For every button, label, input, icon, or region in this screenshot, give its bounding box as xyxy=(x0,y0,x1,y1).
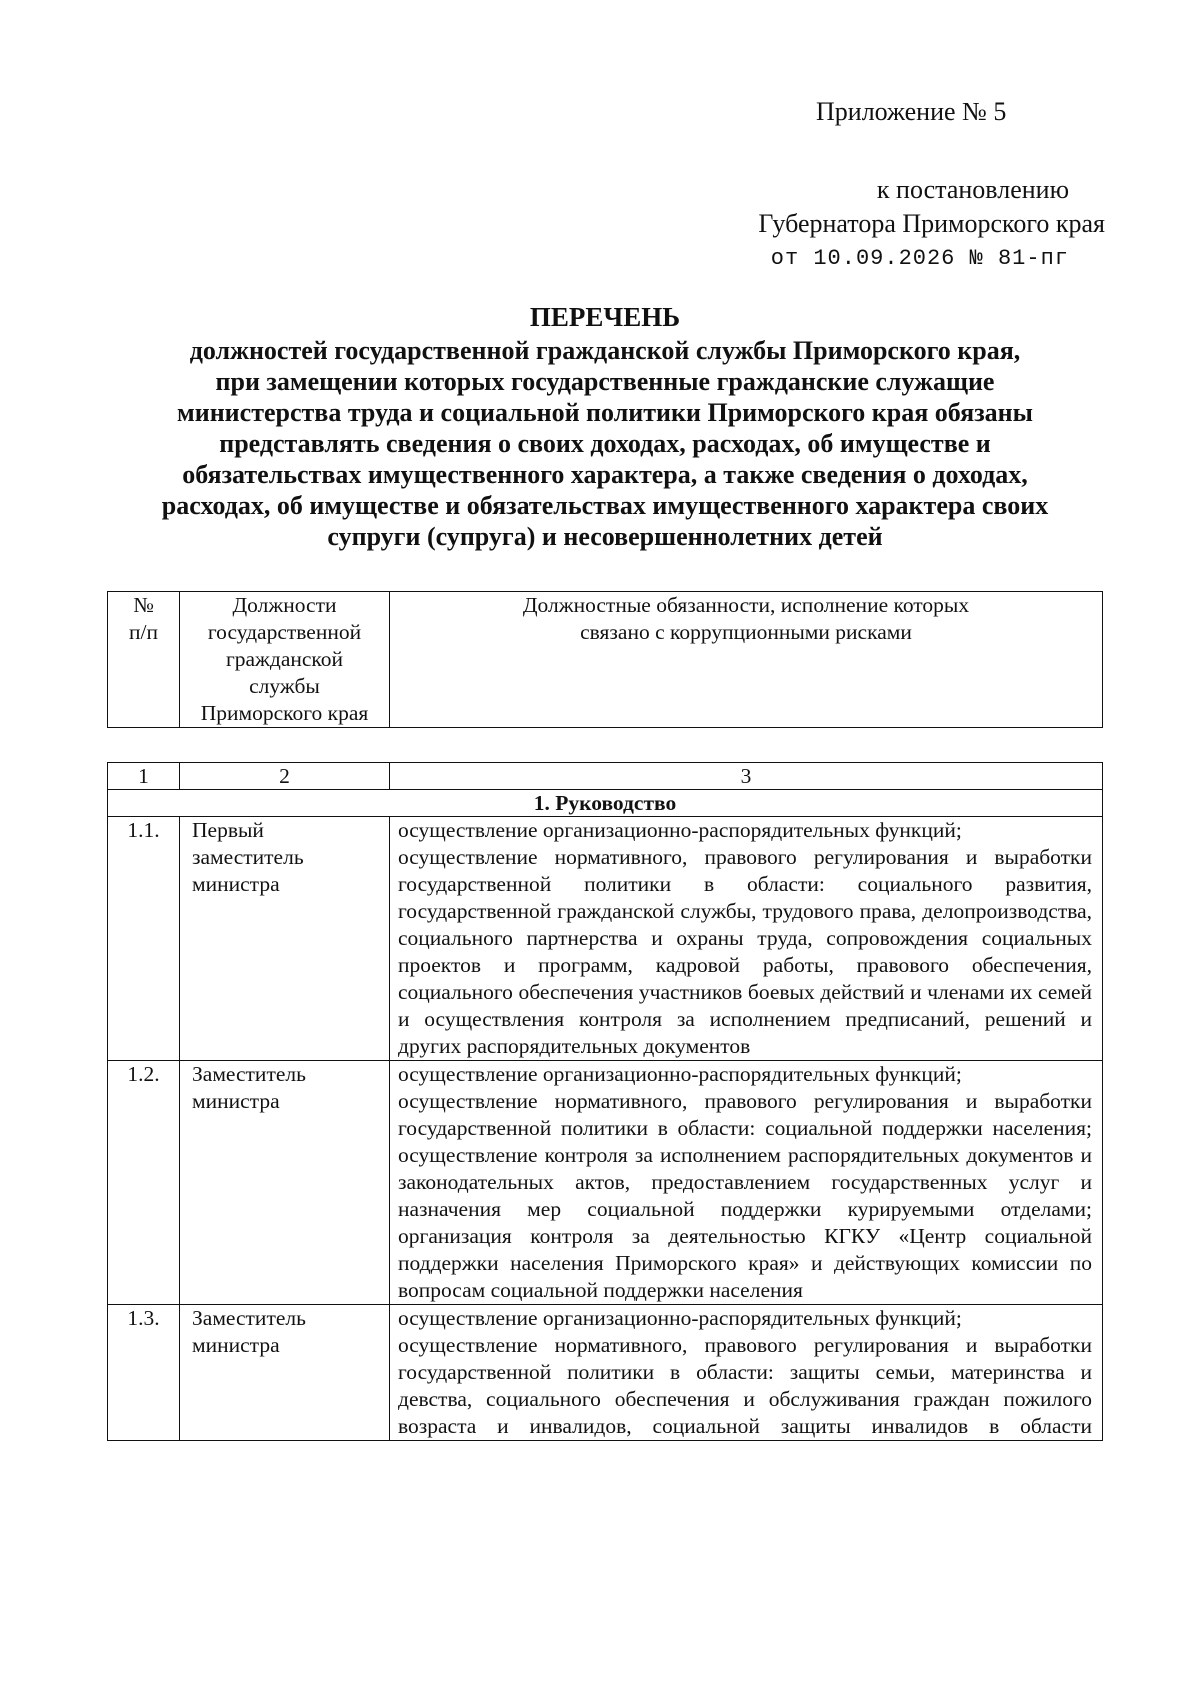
row-duties xyxy=(390,1061,1103,1305)
column-number: 2 xyxy=(180,763,390,790)
title-line: расходах, об имуществе и обязательствах имущественного характера своих xyxy=(161,491,1049,520)
header-row xyxy=(108,592,1103,728)
duty-line: осуществление организационно-распорядительных функций; xyxy=(398,818,962,842)
duty-line: осуществление нормативного, правового регулирования и выработки государственной политики в области: социальной поддержки населения; осуществление контроля за исполнением распорядительных документов и законодательных актов, предоставлением государственных услуг и назначения мер социальной поддержки курируемыми отделами; организация контроля за деятельностью КГКУ «Центр социальной поддержки населения Приморского края» и действующих комиссии по вопросам социальной поддержки населения xyxy=(398,1089,1092,1302)
title-line: представлять сведения о своих доходах, расходах, об имуществе и xyxy=(219,429,991,458)
document-title xyxy=(110,302,1100,552)
title-line: супруги (супруга) и несовершеннолетних детей xyxy=(327,522,883,551)
column-number: 1 xyxy=(108,763,180,790)
title-line: министерства труда и социальной политики Приморского края обязаны xyxy=(177,398,1033,427)
section-title: 1. Руководство xyxy=(108,790,1103,817)
header-cell-duties: Должностные обязанности, исполнение которых связано с коррупционными рисками xyxy=(390,592,1103,728)
resolution-reference xyxy=(725,173,1105,277)
row-position: Заместитель министра xyxy=(180,1061,390,1305)
positions-table xyxy=(107,762,1103,1441)
header-table xyxy=(107,591,1103,728)
row-duties xyxy=(390,817,1103,1061)
title-line: должностей государственной гражданской службы Приморского края, xyxy=(189,336,1021,365)
section-row xyxy=(108,790,1103,817)
row-number: 1.3. xyxy=(108,1305,180,1441)
duty-line: осуществление нормативного, правового регулирования и выработки государственной политики в области: социального развития, государственной гражданской службы, трудового права, делопроизводства, социального партнерства и охраны труда, сопровождения социальных проектов и программ, кадровой работы, правового обеспечения, социального обеспечения участников боевых действий и членами их семей и осуществления контроля за исполнением предписаний, решений и других распорядительных документов xyxy=(398,845,1092,1058)
column-numbers-row xyxy=(108,763,1103,790)
column-number: 3 xyxy=(390,763,1103,790)
row-duties xyxy=(390,1305,1103,1441)
table-row xyxy=(108,817,1103,1061)
appendix-label: Приложение № 5 xyxy=(816,97,1007,126)
row-position: Заместитель министра xyxy=(180,1305,390,1441)
header-cell-number: № п/п xyxy=(108,592,180,728)
duty-line: осуществление организационно-распорядительных функций; xyxy=(398,1062,962,1086)
duty-line: осуществление организационно-распорядительных функций; xyxy=(398,1306,962,1330)
row-position: Первый заместитель министра xyxy=(180,817,390,1061)
duty-line: осуществление нормативного, правового регулирования и выработки государственной политики в области: защиты семьи, материнства и девства, социального обеспечения и обслуживания граждан пожилого возраста и инвалидов, социальной защиты инвалидов в области xyxy=(398,1333,1092,1438)
title-main: ПЕРЕЧЕНЬ xyxy=(529,302,681,332)
issuer-line: Губернатора Приморского края xyxy=(758,209,1105,238)
date-number-line: от 10.09.2026 № 81-пг xyxy=(770,246,1069,271)
title-line: при замещении которых государственные гражданские служащие xyxy=(215,367,995,396)
table-row xyxy=(108,1061,1103,1305)
title-line: обязательствах имущественного характера, а также сведения о доходах, xyxy=(182,460,1028,489)
table-row xyxy=(108,1305,1103,1441)
resolution-line: к постановлению xyxy=(876,175,1069,204)
header-cell-position: Должности государственной гражданской службы Приморского края xyxy=(180,592,390,728)
row-number: 1.2. xyxy=(108,1061,180,1305)
row-number: 1.1. xyxy=(108,817,180,1061)
